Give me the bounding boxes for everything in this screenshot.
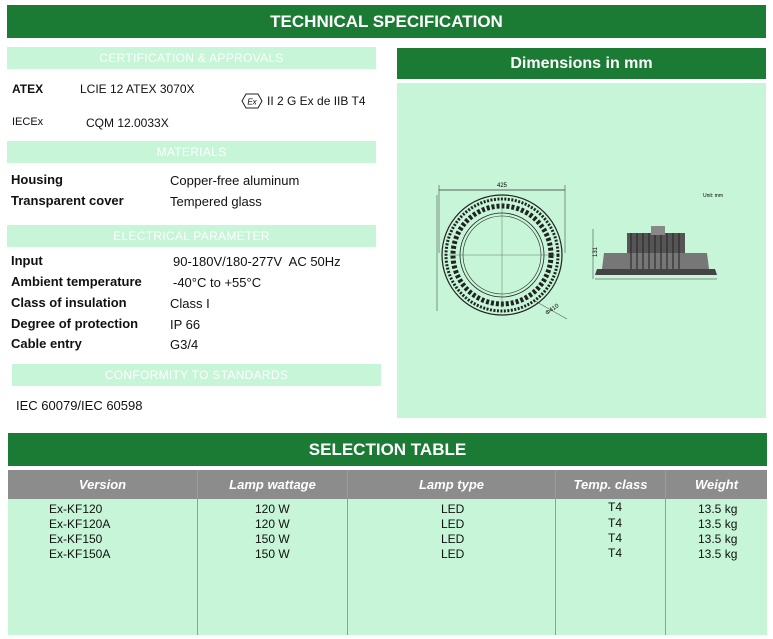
certification-heading: CERTIFICATION & APPROVALS <box>7 47 376 69</box>
spec-title: TECHNICAL SPECIFICATION <box>270 12 503 31</box>
iecex-label: IECEx <box>12 116 44 128</box>
weight-cell: 13.5 kg <box>698 532 738 546</box>
temp-class-cell: T4 <box>608 546 623 560</box>
iecex-value: CQM 12.0033X <box>86 116 169 130</box>
version-cell: Ex-KF120 <box>49 502 103 516</box>
col-header-temp-class: Temp. class <box>556 470 665 499</box>
temp-class-cell: T4 <box>608 531 623 545</box>
ex-marking-group <box>241 93 366 109</box>
col-header-lamp-type: Lamp type <box>348 470 555 499</box>
diameter-label: Φ410 <box>544 303 561 317</box>
materials-heading: MATERIALS <box>7 141 376 163</box>
cover-value: Tempered glass <box>170 194 262 209</box>
cable-entry-value: G3/4 <box>170 337 199 352</box>
lamp-type-cell: LED <box>441 532 465 546</box>
wattage-cell: 120 W <box>255 517 290 531</box>
ex-symbol-text: Ex <box>247 97 257 107</box>
col-header-weight: Weight <box>666 470 767 499</box>
column-divider <box>665 470 666 635</box>
dimensions-title: Dimensions in mm <box>510 55 653 72</box>
wattage-cell: 150 W <box>255 532 290 546</box>
column-divider <box>347 470 348 635</box>
housing-value: Copper-free aluminum <box>170 173 300 188</box>
selection-title: SELECTION TABLE <box>308 440 467 459</box>
selection-title-bar <box>8 433 767 466</box>
ex-marking: II 2 G Ex de IIB T4 <box>267 94 366 108</box>
version-cell: Ex-KF150 <box>49 532 103 546</box>
temp-class-cell: T4 <box>608 516 623 530</box>
temp-class-cell: T4 <box>608 500 623 514</box>
wattage-cell: 150 W <box>255 547 290 561</box>
lamp-type-cell: LED <box>441 547 465 561</box>
lamp-type-cell: LED <box>441 517 465 531</box>
atex-value: LCIE 12 ATEX 3070X <box>80 82 195 96</box>
housing-label: Housing <box>11 172 63 187</box>
protection-value: IP 66 <box>170 317 201 332</box>
dimensions-title-bar <box>397 48 766 79</box>
input-value: 90-180V/180-277V AC 50Hz <box>173 254 341 269</box>
ambient-label: Ambient temperature <box>11 274 142 289</box>
conformity-heading: CONFORMITY TO STANDARDS <box>12 364 381 386</box>
column-divider <box>197 470 198 635</box>
insulation-value: Class I <box>170 296 210 311</box>
col-header-version: Version <box>8 470 197 499</box>
lamp-type-cell: LED <box>441 502 465 516</box>
unit-note: Unit: mm <box>703 193 723 199</box>
insulation-label: Class of insulation <box>11 295 127 310</box>
weight-cell: 13.5 kg <box>698 547 738 561</box>
column-divider <box>555 470 556 635</box>
atex-label: ATEX <box>12 82 44 96</box>
cable-entry-label: Cable entry <box>11 336 82 351</box>
height-dim-label: 131 <box>593 246 599 257</box>
protection-label: Degree of protection <box>11 316 139 331</box>
version-cell: Ex-KF120A <box>49 517 111 531</box>
spec-title-bar <box>7 5 766 38</box>
dimensions-drawing-panel <box>397 83 766 418</box>
input-label: Input <box>11 253 43 268</box>
weight-cell: 13.5 kg <box>698 502 738 516</box>
col-header-lamp-wattage: Lamp wattage <box>198 470 347 499</box>
wattage-cell: 120 W <box>255 502 290 516</box>
ambient-value: -40°C to +55°C <box>173 275 262 290</box>
selection-table-body <box>8 499 767 635</box>
electrical-heading: ELECTRICAL PARAMETER <box>7 225 376 247</box>
weight-cell: 13.5 kg <box>698 517 738 531</box>
cover-label: Transparent cover <box>11 193 124 208</box>
dimensions-drawing <box>397 83 766 418</box>
version-cell: Ex-KF150A <box>49 547 111 561</box>
width-dim-label: 425 <box>496 183 508 189</box>
ex-hexagon-icon <box>241 93 263 109</box>
conformity-value: IEC 60079/IEC 60598 <box>16 398 143 413</box>
